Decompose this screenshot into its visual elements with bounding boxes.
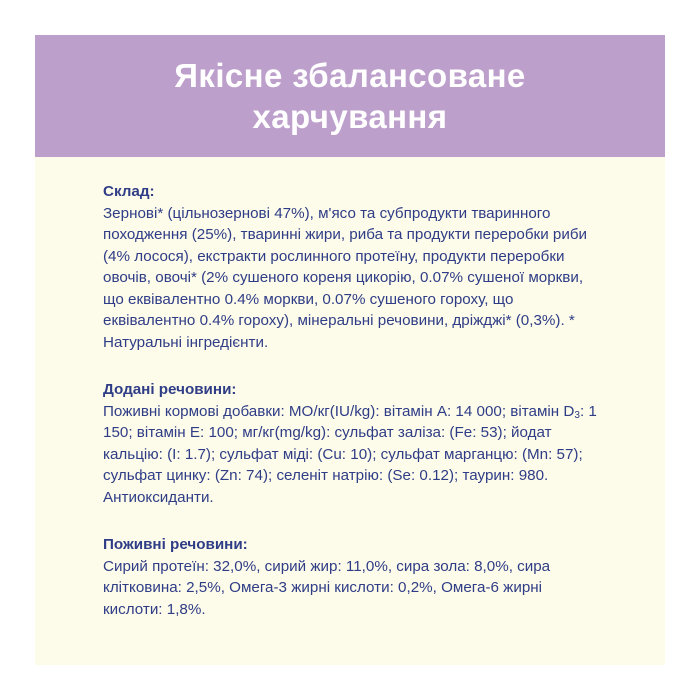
info-card <box>35 35 665 665</box>
nutrients-text: Сирий протеїн: 32,0%, сирий жир: 11,0%, сира зола: 8,0%, сира клітковина: 2,5%, Омега-3 жирні кислоти: 0,2%, Омега-6 жирні кислоти: 1,8%. <box>103 557 551 618</box>
nutrients-section <box>103 534 603 620</box>
additives-text-part-1: Поживні кормові добавки: МО/кг(IU/kg): вітамін A: 14 000; вітамін D <box>103 402 575 420</box>
product-info <box>103 181 603 620</box>
composition-heading: Склад: <box>103 183 155 200</box>
title-banner <box>35 35 665 157</box>
vitamin-d-subscript: 3 <box>574 409 580 421</box>
composition-section <box>103 181 603 353</box>
additives-text-part-2: : 1 150; вітамін E: 100; мг/кг(mg/kg): сульфат заліза: (Fe: 53); йодат кальцію: (I: 1.7); сульфат міді: (Cu: 10); сульфат марганцю: (Mn: 57); сульфат цинку: (Zn: 74); селеніт натрію: (Se: 0.12); таурин: 980. Антиоксиданти. <box>103 402 597 506</box>
additives-text <box>103 401 603 509</box>
page-title: Якісне збалансоване харчування <box>174 57 526 135</box>
composition-text: Зернові* (цільнозернові 47%), м'ясо та субпродукти тваринного походження (25%), тваринні жири, риба та продукти переробки риби (4% лосося), екстракти рослинного протеїну, продукти переробки овочів, овочі* (2% сушеного кореня цикорію, 0.07% сушеної моркви, що еквівалентно 0.4% моркви, 0.07% сушеного гороху, що еквівалентно 0.4% гороху), мінеральні речовини, дріжджі* (0,3%). * Натуральні інгредієнти. <box>103 204 588 351</box>
additives-section <box>103 379 603 508</box>
additives-heading: Додані речовини: <box>103 381 237 398</box>
nutrients-heading: Поживні речовини: <box>103 536 248 553</box>
